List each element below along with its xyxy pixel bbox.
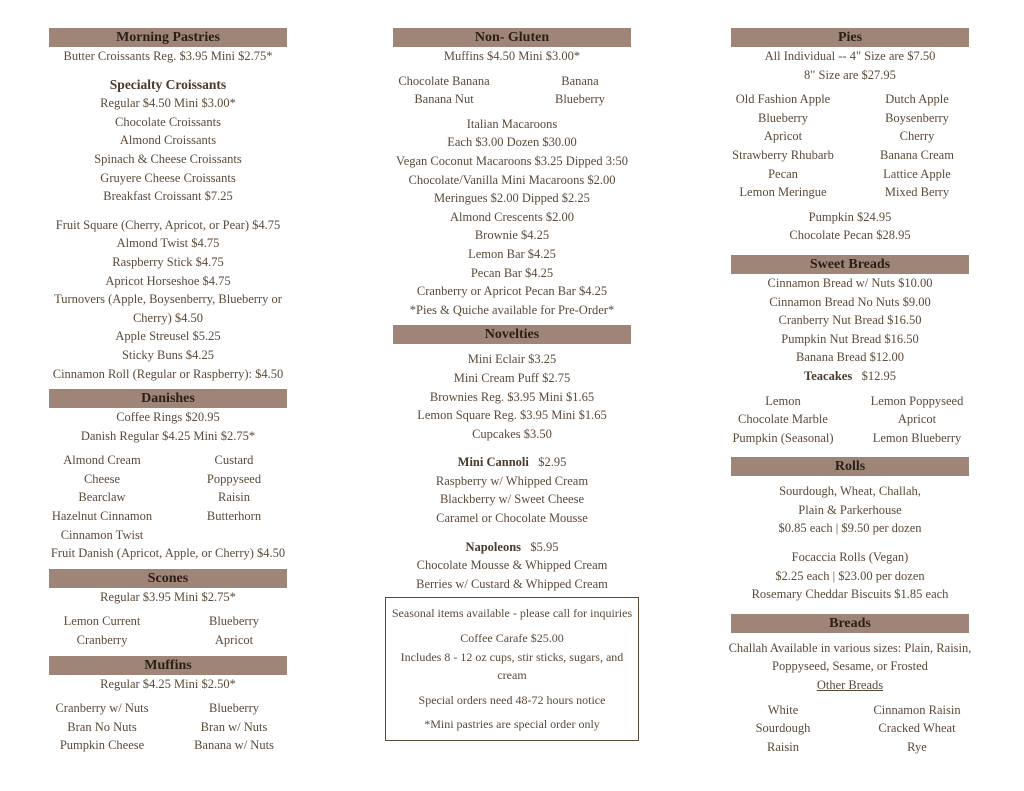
menu-item: Almond Croissants [119,133,217,148]
menu-item: Spinach & Cheese Croissants [94,151,242,166]
teacakes-price: $12.95 [861,368,896,383]
grid-item: Pecan [768,166,798,181]
napoleons-title: Napoleons [465,539,522,554]
grid-item: Chocolate Banana [398,73,490,88]
grid-item: White [767,702,799,717]
column-left [36,28,300,755]
menu-item: Breakfast Croissant $7.25 [103,189,233,204]
menu-item: Berries w/ Custard & Whipped Cream [416,576,608,591]
section-header-novelties: Novelties [393,325,631,344]
column-right [716,28,984,756]
menu-item: Chocolate/Vanilla Mini Macaroons $2.00 [408,172,616,187]
other-breads-grid [716,701,984,757]
pie-flavors-grid [716,90,984,202]
menu-item: Chocolate Mousse & Whipped Cream [416,558,608,573]
menu-item: Vegan Coconut Macaroons $3.25 Dipped 3:50 [396,153,628,168]
menu-item: Cranberry or Apricot Pecan Bar $4.25 [416,284,608,299]
menu-item: Rosemary Cheddar Biscuits $1.85 each [751,587,949,602]
grid-item: Blueberry [555,92,605,107]
grid-item: Custard [214,453,254,468]
section-header-non-gluten: Non- Gluten [393,28,631,47]
grid-item: Blueberry [209,614,259,629]
menu-item: 8" Size are $27.95 [804,67,896,82]
menu-item: All Individual -- 4" Size are $7.50 [764,49,936,63]
gf-list [376,115,648,320]
grid-item: Rye [907,739,927,754]
other-breads-title: Other Breads [816,678,884,693]
grid-item: Bran No Nuts [67,719,137,734]
menu-item: Danish Regular $4.25 Mini $2.75* [80,428,256,443]
menu-item: Mini Cream Puff $2.75 [453,370,571,385]
grid-item: Cinnamon Raisin [873,702,961,717]
section-header-sweet-breads: Sweet Breads [731,255,969,274]
menu-item: Chocolate Pecan $28.95 [789,228,911,243]
grid-item: Bran w/ Nuts [200,719,268,734]
column-middle [376,28,648,741]
menu-item: Poppyseed, Sesame, or Frosted [772,659,928,674]
menu-item: Brownies Reg. $3.95 Mini $1.65 [429,389,595,404]
menu-item: Cinnamon Bread w/ Nuts $10.00 [767,275,933,290]
grid-item: Boysenberry [885,110,949,125]
section-header-muffins: Muffins [49,656,287,675]
section-header-scones: Scones [49,569,287,588]
grid-item: Cherry [899,129,935,144]
grid-item: Banana Cream [880,147,954,162]
napoleons-price: $5.95 [530,539,559,554]
menu-item: Apricot Horseshoe $4.75 [105,273,231,288]
mini-pastries-note: *Mini pastries are special order only [424,717,600,732]
grid-item: Mixed Berry [884,185,950,200]
menu-item: Challah Available in various sizes: Plain, Raisin, [728,640,972,655]
grid-item: Cheese [83,471,121,486]
butter-croissants-line: Butter Croissants Reg. $3.95 Mini $2.75* [63,49,273,63]
pastry-list [36,216,300,383]
menu-item: Each $3.00 Dozen $30.00 [447,135,577,150]
menu-item: Almond Crescents $2.00 [450,209,574,224]
grid-item: Old Fashion Apple [735,92,831,107]
grid-item: Cinnamon Twist [60,527,144,542]
gf-muffin-grid [376,72,648,109]
special-orders-note: Special orders need 48-72 hours notice [418,692,606,707]
grid-item: Pumpkin Cheese [59,738,145,753]
menu-item: Raspberry Stick $4.75 [112,254,224,269]
menu-item: Gruyere Cheese Croissants [100,170,236,185]
grid-item: Blueberry [209,701,259,716]
menu-item: Fruit Square (Cherry, Apricot, or Pear) $4.75 [55,217,281,232]
grid-item: Blueberry [758,110,808,125]
teacakes-title: Teacakes [804,368,853,383]
grid-item: Lemon Meringue [739,185,827,200]
menu-item: Cinnamon Roll (Regular or Raspberry): $4.50 [52,366,284,381]
menu-item: $2.25 each | $23.00 per dozen [775,568,925,583]
menu-item: Pecan Bar $4.25 [470,265,554,280]
mini-cannoli-title: Mini Cannoli [457,455,529,470]
napoleons-heading [376,538,648,557]
menu-item: Brownie $4.25 [474,228,550,243]
grid-item: Banana w/ Nuts [194,738,274,753]
grid-item: Chocolate Marble [738,412,828,427]
scone-flavors-grid [36,612,300,649]
grid-item: Banana Nut [414,92,474,107]
grid-item: Cranberry w/ Nuts [55,701,149,716]
menu-item: Cupcakes $3.50 [472,426,552,441]
menu-item: Plain & Parkerhouse [798,502,902,517]
menu-item: Fruit Danish (Apricot, Apple, or Cherry) $4.50 [50,546,286,561]
preorder-note: *Pies & Quiche available for Pre-Order* [409,302,615,317]
menu-item: Muffins $4.50 Mini $3.00* [443,49,581,63]
muffin-flavors-grid [36,699,300,755]
menu-item: Coffee Rings $20.95 [116,410,220,425]
menu-item: Italian Macaroons [466,116,558,131]
section-header-rolls: Rolls [731,457,969,476]
grid-item: Almond Cream [63,453,141,468]
menu-item: Apple Streusel $5.25 [115,329,221,344]
carafe-includes-line: Includes 8 - 12 oz cups, stir sticks, sugars, and cream [400,649,624,683]
menu-item: Focaccia Rolls (Vegan) [791,550,909,565]
seasonal-note: Seasonal items available - please call for inquiries [391,606,633,621]
grid-item: Cranberry [76,633,128,648]
grid-item: Lemon [765,393,801,408]
menu-item: Sourdough, Wheat, Challah, [779,484,921,499]
mini-cannoli-price: $2.95 [538,455,567,470]
grid-item [168,526,300,545]
menu-item: Regular $4.25 Mini $2.50* [100,676,236,691]
grid-item: Pumpkin (Seasonal) [732,430,834,445]
grid-item: Raisin [218,490,250,505]
section-header-pies: Pies [731,28,969,47]
specialty-croissants-title: Specialty Croissants [109,76,227,92]
specialty-list [36,94,300,206]
menu-item: $0.85 each | $9.50 per dozen [778,521,922,536]
section-header-danishes: Danishes [49,389,287,408]
menu-item: Banana Bread $12.00 [796,350,904,365]
coffee-carafe-line: Coffee Carafe $25.00 [460,631,564,646]
grid-item: Butterhorn [206,509,262,524]
grid-item: Apricot [214,633,254,648]
grid-item: Apricot [897,412,937,427]
menu-item: Lemon Bar $4.25 [468,246,556,261]
menu-item: Blackberry w/ Sweet Cheese [439,492,585,507]
grid-item: Hazelnut Cinnamon [51,509,153,524]
menu-item: Pumpkin $24.95 [808,209,892,224]
menu-item: Cinnamon Bread No Nuts $9.00 [769,294,931,309]
grid-item: Poppyseed [206,471,262,486]
menu-item: Regular $3.95 Mini $2.75* [100,589,236,604]
menu-item: Meringues $2.00 Dipped $2.25 [434,191,590,206]
mini-cannoli-heading [376,453,648,472]
grid-item: Lemon Poppyseed [870,393,964,408]
menu-item: Almond Twist $4.75 [116,236,220,251]
novelties-list [376,350,648,443]
grid-item: Apricot [763,129,803,144]
grid-item: Raisin [767,739,799,754]
grid-item: Lemon Blueberry [872,430,962,445]
section-header-breads: Breads [731,614,969,633]
grid-item: Lattice Apple [883,166,951,181]
info-box [385,597,639,741]
teacakes-heading [716,367,984,386]
section-header-morning-pastries: Morning Pastries [49,28,287,47]
grid-item: Cracked Wheat [878,721,956,736]
menu-item: Regular $4.50 Mini $3.00* [100,96,236,111]
grid-item: Bearclaw [78,490,126,505]
menu-item: Cranberry Nut Bread $16.50 [778,313,922,328]
menu-item: Caramel or Chocolate Mousse [436,511,588,526]
teacake-flavors-grid [716,392,984,448]
menu-item: Mini Eclair $3.25 [467,352,557,367]
menu-item: Sticky Buns $4.25 [121,347,215,362]
grid-item: Lemon Current [63,614,141,629]
menu-item: Lemon Square Reg. $3.95 Mini $1.65 [417,408,607,423]
danish-flavors-grid [36,451,300,544]
grid-item: Banana [561,73,599,88]
grid-item: Strawberry Rhubarb [732,147,834,162]
menu-item: Turnovers (Apple, Boysenberry, Blueberry or Cherry) $4.50 [54,292,282,325]
grid-item: Dutch Apple [885,92,949,107]
grid-item: Sourdough [755,721,811,736]
menu-item: Raspberry w/ Whipped Cream [435,473,589,488]
menu-item: Pumpkin Nut Bread $16.50 [781,331,919,346]
menu-item: Chocolate Croissants [115,114,221,129]
